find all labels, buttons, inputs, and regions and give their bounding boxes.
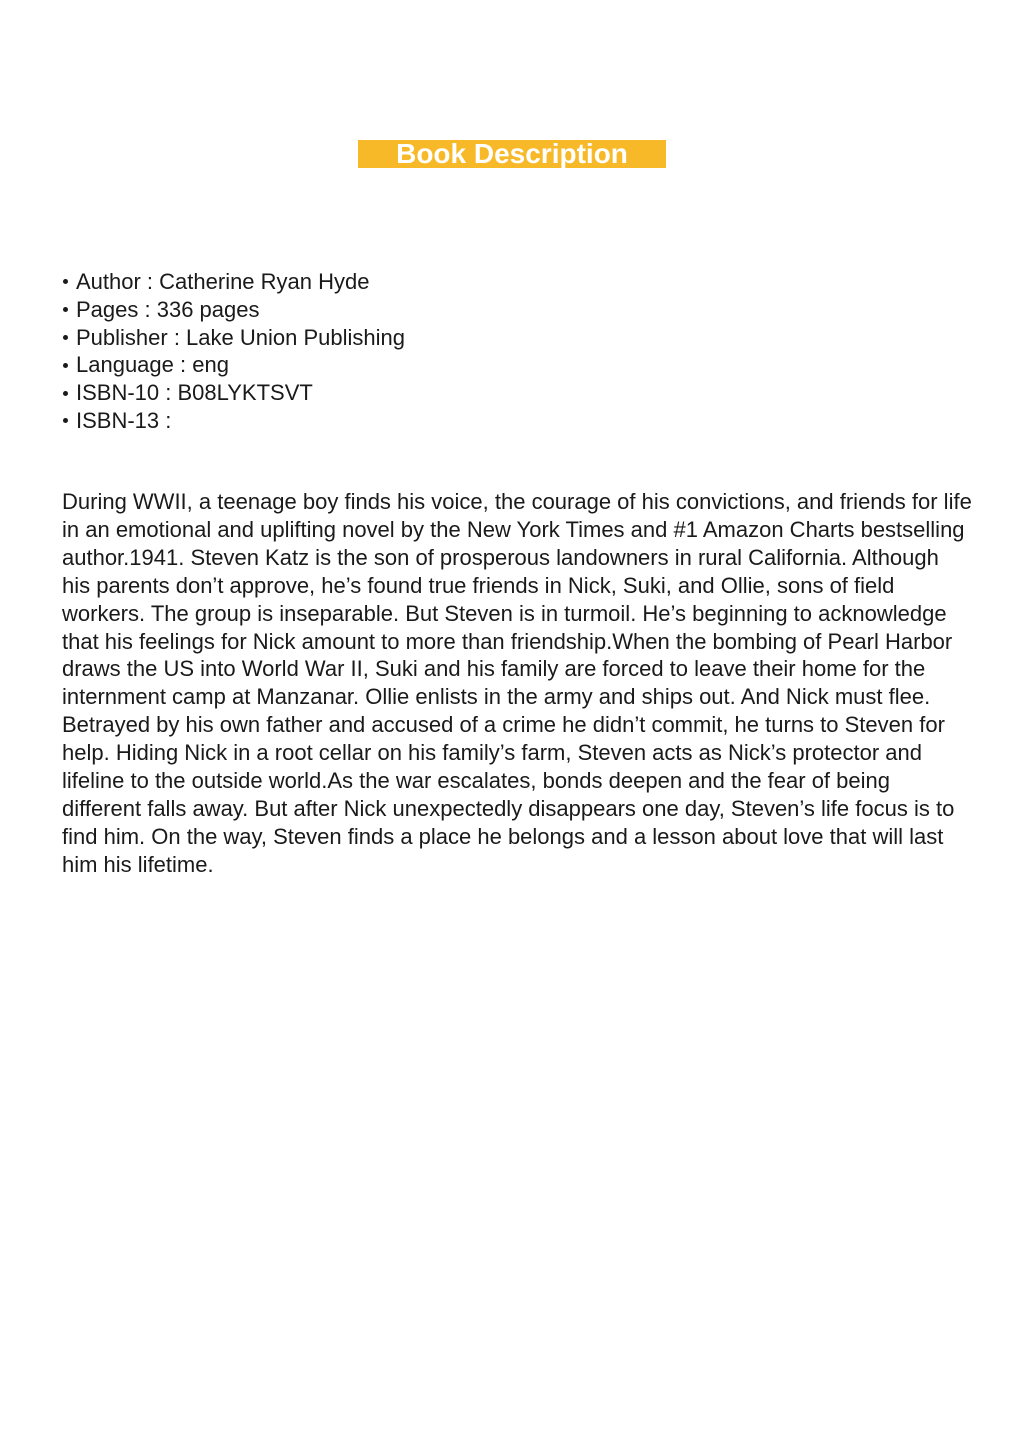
detail-language: [62, 351, 405, 379]
bullet-icon: [63, 279, 68, 284]
bullet-icon: [63, 335, 68, 340]
page-title: Book Description: [396, 140, 628, 168]
book-description-text: During WWII, a teenage boy finds his voice, the courage of his convictions, and friends for life in an emotional and uplifting novel by the New York Times and #1 Amazon Charts bestselling author.1941. Steven Katz is the son of prosperous landowners in rural California. Although his parents don’t approve, he’s found true friends in Nick, Suki, and Ollie, sons of field workers. The group is inseparable. But Steven is in turmoil. He’s beginning to acknowledge that his feelings for Nick amount to more than friendship.When the bombing of Pearl Harbor draws the US into World War II, Suki and his family are forced to leave their home for the internment camp at Manzanar. Ollie enlists in the army and ships out. And Nick must flee. Betrayed by his own father and accused of a crime he didn’t commit, he turns to Steven for help. Hiding Nick in a root cellar on his family’s farm, Steven acts as Nick’s protector and lifeline to the outside world.As the war escalates, bonds deepen and the fear of being different falls away. But after Nick unexpectedly disappears one day, Steven’s life focus is to find him. On the way, Steven finds a place he belongs and a lesson about love that will last him his lifetime.: [62, 489, 972, 877]
detail-publisher: [62, 324, 405, 352]
detail-text: Pages : 336 pages: [76, 296, 260, 322]
bullet-icon: [63, 307, 68, 312]
detail-author: [62, 268, 405, 296]
detail-isbn10: [62, 379, 405, 407]
bullet-icon: [63, 391, 68, 396]
detail-text: Language : eng: [76, 352, 229, 378]
bullet-icon: [63, 363, 68, 368]
book-details-list: [62, 268, 405, 435]
detail-text: ISBN-13 :: [76, 407, 172, 433]
detail-isbn13: [62, 407, 405, 435]
bullet-icon: [63, 418, 68, 423]
detail-text: Publisher : Lake Union Publishing: [76, 324, 405, 350]
detail-pages: [62, 296, 405, 324]
detail-text: Author : Catherine Ryan Hyde: [76, 269, 370, 294]
title-banner: [358, 140, 666, 168]
detail-text: ISBN-10 : B08LYKTSVT: [76, 380, 313, 406]
